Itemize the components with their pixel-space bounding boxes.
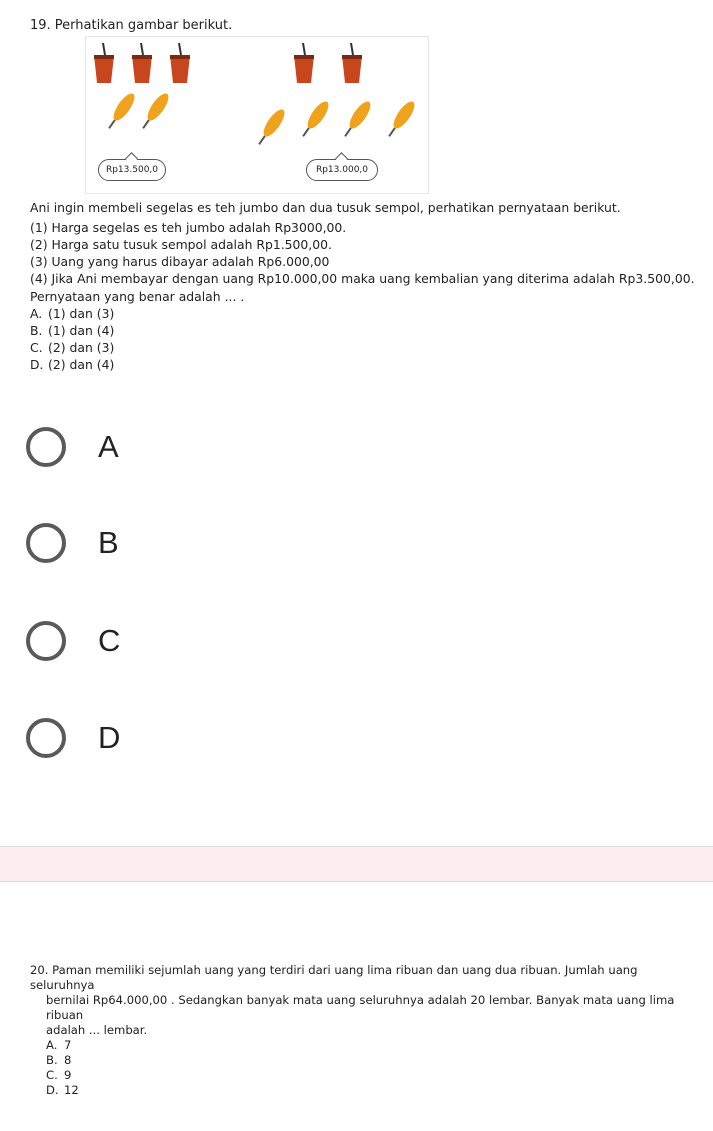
drink-icon [170,43,190,83]
question-19-title: 19. Perhatikan gambar berikut. [30,18,233,33]
drink-icon [294,43,314,83]
price-bubble-right: Rp13.000,0 [306,159,378,181]
sausage-icon [298,98,332,139]
question-19-prompt: Pernyataan yang benar adalah ... . [30,289,245,304]
option-a-text: A. (1) dan (3) [30,306,115,321]
sausage-icon [256,106,288,147]
statement-3: (3) Uang yang harus dibayar adalah Rp6.000,00 [30,254,330,269]
radio-button-d[interactable] [26,718,66,758]
sausage-icon [104,90,138,131]
q20-option-c: C. 9 [46,1068,72,1082]
answer-label-b[interactable]: B [98,525,119,560]
answer-choice-c[interactable] [26,615,120,667]
right-items [256,37,428,157]
figure-left-panel [86,37,256,193]
q20-option-d: D. 12 [46,1083,79,1097]
figure-right-panel [256,37,428,193]
drink-icon [342,43,362,83]
question-20 [30,963,695,1098]
left-items [86,37,256,157]
answer-choice-a[interactable] [26,421,119,473]
statement-1: (1) Harga segelas es teh jumbo adalah Rp3000,00. [30,220,347,235]
answer-choice-d[interactable] [26,712,120,764]
radio-button-b[interactable] [26,523,66,563]
option-d-text: D. (2) dan (4) [30,357,115,372]
answer-label-c[interactable]: C [98,623,121,658]
sausage-icon [384,98,418,139]
answer-label-a[interactable]: A [98,429,119,464]
radio-button-c[interactable] [26,621,66,661]
question-19-intro: Ani ingin membeli segelas es teh jumbo dan dua tusuk sempol, perhatikan pernyataan berikut. [30,200,621,215]
q20-option-b: B. 8 [46,1053,72,1067]
answer-label-d[interactable]: D [98,720,121,755]
option-c-text: C. (2) dan (3) [30,340,115,355]
drink-icon [94,43,114,83]
price-bubble-left: Rp13.500,0 [98,159,166,181]
radio-button-a[interactable] [26,427,66,467]
answer-choice-b[interactable] [26,517,119,569]
statement-4: (4) Jika Ani membayar dengan uang Rp10.000,00 maka uang kembalian yang diterima adalah Rp3.500,00. [30,271,695,286]
question-20-line-3: adalah ... lembar. [46,1023,148,1037]
question-figure [85,36,429,194]
section-divider-banner [0,846,713,882]
question-20-line-2: bernilai Rp64.000,00 . Sedangkan banyak mata uang seluruhnya adalah 20 lembar. Banyak mata uang lima ribuan [46,993,675,1022]
sausage-icon [138,90,172,131]
drink-icon [132,43,152,83]
sausage-icon [340,98,374,139]
q20-option-a: A. 7 [46,1038,72,1052]
question-20-line-1: 20. Paman memiliki sejumlah uang yang terdiri dari uang lima ribuan dan uang dua ribuan. Jumlah uang seluruhnya [30,963,638,992]
statement-2: (2) Harga satu tusuk sempol adalah Rp1.500,00. [30,237,332,252]
option-b-text: B. (1) dan (4) [30,323,115,338]
